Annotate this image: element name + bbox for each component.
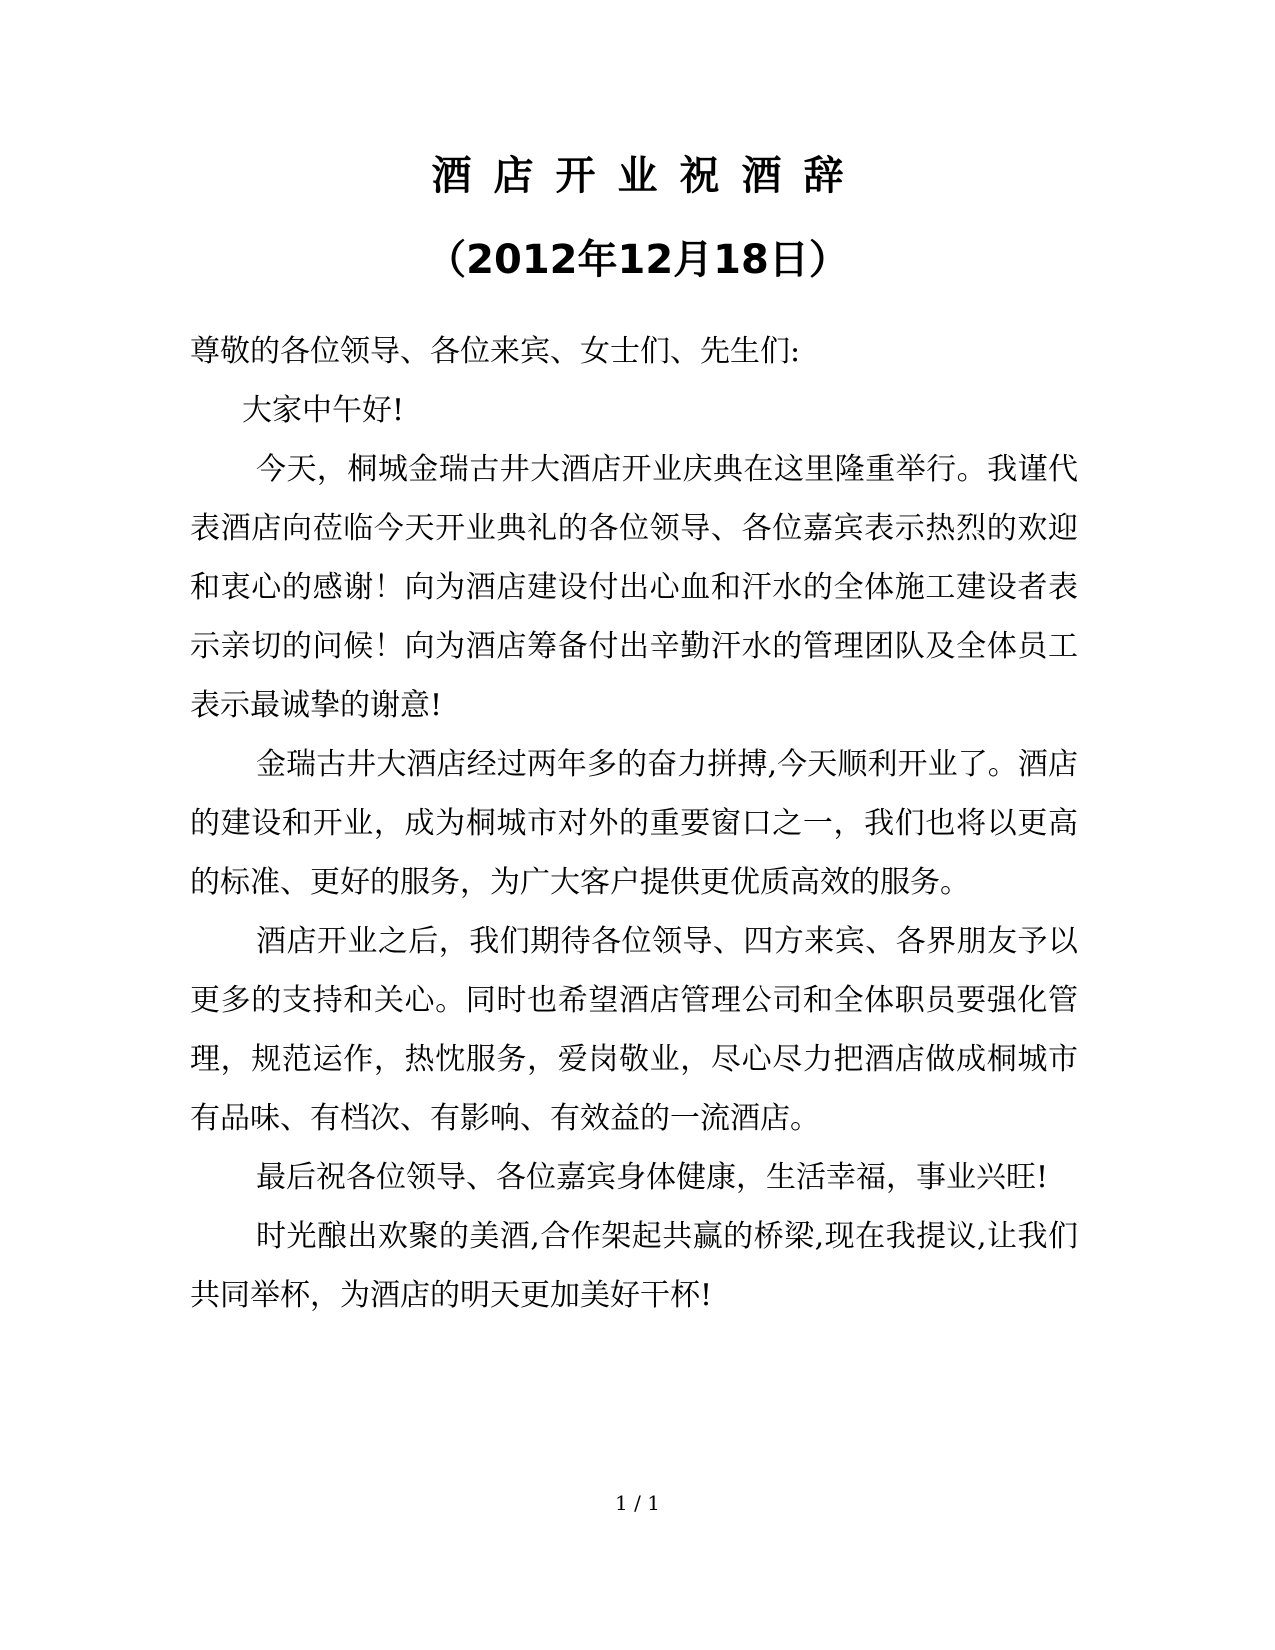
salutation: 尊敬的各位领导、各位来宾、女士们、先生们: xyxy=(190,334,801,369)
document-date: （2012年12月18日） xyxy=(426,237,849,283)
paragraph-expectations: 酒店开业之后，我们期待各位领导、四方来宾、各界朋友予以更多的支持和关心。同时也希望酒店管理公司和全体职员要强化管理，规范运作，热忱服务，爱岗敬业，尽心尽力把酒店做成桐城市有品味、有档次、有影响、有效益的一流酒店。 xyxy=(190,924,1078,1136)
paragraph-welcome: 今天，桐城金瑞古井大酒店开业庆典在这里隆重举行。我谨代表酒店向莅临今天开业典礼的各位领导、各位嘉宾表示热烈的欢迎和衷心的感谢！向为酒店建设付出心血和汗水的全体施工建设者表示亲切的问候！向为酒店筹备付出辛勤汗水的管理团队及全体员工表示最诚挚的谢意! xyxy=(190,452,1078,723)
page-number: 1 / 1 xyxy=(615,1491,660,1515)
document-title: 酒店开业祝酒辞 xyxy=(431,153,866,199)
paragraph-wishes: 最后祝各位领导、各位嘉宾身体健康，生活幸福，事业兴旺! xyxy=(256,1160,1049,1195)
paragraph-toast: 时光酿出欢聚的美酒,合作架起共赢的桥梁,现在我提议,让我们共同举杯，为酒店的明天更加美好干杯! xyxy=(190,1219,1078,1313)
greeting: 大家中午好! xyxy=(242,393,405,428)
paragraph-opening: 金瑞古井大酒店经过两年多的奋力拼搏,今天顺利开业了。酒店的建设和开业，成为桐城市对外的重要窗口之一，我们也将以更高的标准、更好的服务，为广大客户提供更优质高效的服务。 xyxy=(190,747,1078,900)
document-body xyxy=(190,322,1078,1325)
